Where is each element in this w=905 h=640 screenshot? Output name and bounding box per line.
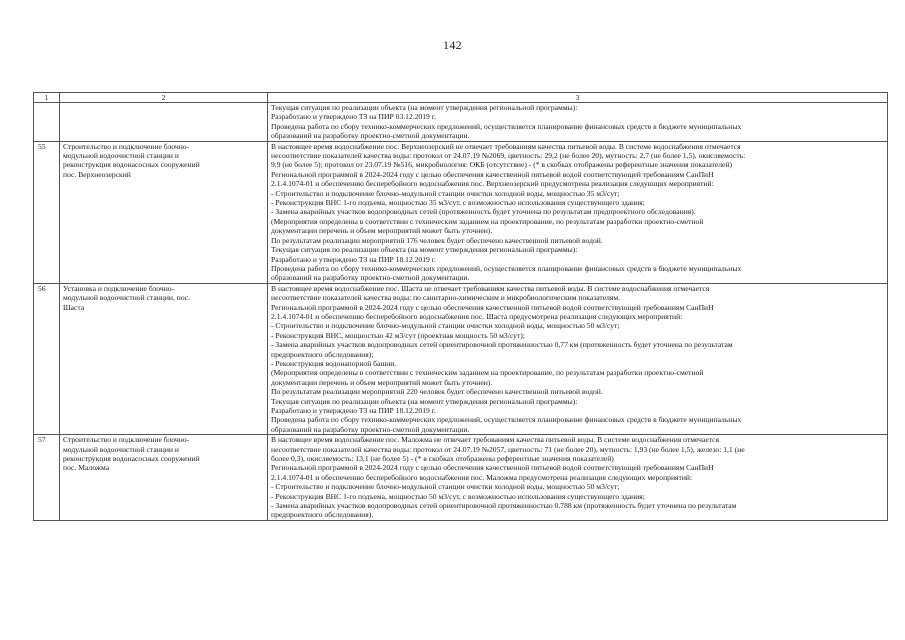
object-name-line: модульной водоочистной станции и [63, 444, 179, 454]
row-number: 57 [34, 435, 60, 521]
description-line: - Реконструкция ВНС 1-го подъема, мощностью 35 м3/сут, с возможностью использования существующего здания; [271, 198, 645, 208]
description-line: Разработано и утверждено ТЗ на ПИР 18.12.2019 г. [271, 406, 436, 415]
header-col-1: 1 [34, 93, 60, 103]
description-line: Региональной программой в 2024-2024 году с целью обеспечения качественной питьевой водой соответствующей требованиям СанПиН [271, 463, 714, 473]
description-line: предпроектного обследования); [271, 349, 374, 359]
object-name-line: Установка и подключение блочно- [63, 283, 175, 293]
description-line: - Реконструкция водонапорной башни. [271, 358, 397, 368]
object-name-line: реконструкция водонасосных сооружений [63, 160, 200, 170]
description-line: образований на разработку проектно-сметной документации. [271, 424, 470, 434]
description-line: Разработано и утверждено ТЗ на ПИР 03.12.2019 г. [271, 112, 436, 122]
description-line: несоответствие показателей качества воды: протокол от 24.07.19 №2069, цветность: 29,2 (не более 20), мутность: 2,7 (не более 1,5), окисляемость: [271, 151, 746, 161]
description-line: В настоящее время водоснабжение пос. Маложма не отвечает требованиям качества питьевой воды. В системе водоснабжения отмечается [271, 435, 720, 445]
object-name-line: Строительство и подключение блочно- [63, 435, 190, 445]
description-line: Текущая ситуация по реализации объекта (на момент утверждения региональной программы): [271, 103, 578, 112]
object-name-line: модульной водоочистной станции, пос. [63, 293, 191, 303]
measures-table [33, 92, 888, 521]
description-cell [268, 141, 888, 283]
description-line: По результатам реализации мероприятий 220 человек будет обеспечено качественной питьевой водой. [271, 387, 603, 397]
description-line: - Строительство и подключение блочно-модульной станции очистки холодной воды, мощностью 50 м3/сут; [271, 321, 620, 331]
description-line: 9,9 (не более 5); протокол от 23.07.19 №516, микробиология: ОКБ (отсутствие) - (* в скобках отображены референтные значения показателей) [271, 160, 732, 170]
description-line: Проведена работа по сбору технико-коммерческих предложений, осуществляется планирование финансовых средств в бюджете муниципальных [271, 263, 742, 273]
table-row [34, 103, 888, 142]
description-line: Региональной программой в 2024-2024 году с целью обеспечения качественной питьевой водой соответствующей требованиям СанПиН [271, 169, 714, 179]
description-line: Проведена работа по сбору технико-коммерческих предложений, осуществляется планирование финансовых средств в бюджете муниципальных [271, 415, 742, 425]
table-row [34, 435, 888, 521]
object-name-cell [60, 103, 268, 142]
table-header-row [34, 93, 888, 103]
description-line: 2.1.4.1074-01 и обеспечению бесперебойного водоснабжения пос. Маложма предусмотрена реализация следующих мероприятий: [271, 472, 693, 482]
object-name-line: Строительство и подключение блочно- [63, 141, 190, 151]
object-name-line: Шаста [63, 302, 85, 312]
description-line: - Реконструкция ВНС, мощностью 42 м3/сут (проектная мощность 50 м3/сут); [271, 330, 525, 340]
header-col-3: 3 [268, 93, 888, 103]
description-line: документации перечень и объем мероприятий может быть уточнен). [271, 377, 493, 387]
row-number: 55 [34, 141, 60, 283]
description-line: образований на разработку проектно-сметной документации. [271, 273, 470, 283]
description-cell [268, 283, 888, 435]
table-body [34, 93, 888, 521]
description-line: - Реконструкция ВНС 1-го подъема, мощностью 50 м3/сут, с возможностью использования существующего здания; [271, 491, 645, 501]
description-line: В настоящее время водоснабжение пос. Шаста не отвечает требованиям качества питьевой воды. В системе водоснабжения отмечается [271, 283, 710, 293]
description-line: образований на разработку проектно-сметной документации. [271, 131, 470, 141]
object-name-line: модульной водоочистной станции и [63, 151, 179, 161]
description-line: - Замена аварийных участков водопроводных сетей ориентировочной протяженностью 0.788 км (протяженность будет уточнена по результатам [271, 501, 737, 511]
description-line: документации перечень и объем мероприятий может быть уточнен). [271, 226, 493, 236]
object-name-line: пос. Верхнеозерский [63, 169, 131, 179]
description-line: (Мероприятия определены в соответствии с техническим заданием на проектирование, по результатам разработки проектно-сметной [271, 216, 704, 226]
description-cell [268, 103, 888, 142]
row-number [34, 103, 60, 142]
description-line: 2.1.4.1074-01 и обеспечению бесперебойного водоснабжения пос. Верхнеозерский предусмотрена реализация следующих мероприятий: [271, 179, 714, 189]
description-line: более 0,3), окисляемость: 13,1 (не более 5) - (* в скобках отображены референтные значения показателей) [271, 454, 614, 464]
description-line: Региональной программой в 2024-2024 году с целью обеспечения качественной питьевой водой соответствующей требованиям СанПиН [271, 302, 714, 312]
description-line: предпроектного обследования). [271, 510, 374, 520]
description-line: несоответствие показателей качества воды: протокол от 24.07.19 №2057, цветность: 71 (не более 20), мутность: 1,93 (не более 1,5), железо: 1,1 (не [271, 444, 745, 454]
description-line: Текущая ситуация по реализации объекта (на момент утверждения региональной программы): [271, 396, 578, 406]
description-line: По результатам реализации мероприятий 176 человек будет обеспечено качественной питьевой водой. [271, 235, 603, 245]
description-cell [268, 435, 888, 521]
object-name-cell [60, 435, 268, 521]
description-line: Разработано и утверждено ТЗ на ПИР 18.12.2019 г. [271, 254, 436, 264]
description-line: (Мероприятия определены в соответствии с техническим заданием на проектирование, по результатам разработки проектно-сметной [271, 368, 704, 378]
table-row [34, 141, 888, 283]
description-line: - Строительство и подключение блочно-модульной станции очистки холодной воды, мощностью 50 м3/сут; [271, 482, 620, 492]
description-line: Текущая ситуация по реализации объекта (на момент утверждения региональной программы): [271, 245, 578, 255]
description-line: несоответствие показателей качества воды: по санитарно-химическим и микробиологическим показателям. [271, 293, 621, 303]
object-name-line: реконструкция водонасосных сооружений [63, 454, 200, 464]
header-col-2: 2 [60, 93, 268, 103]
object-name-cell [60, 283, 268, 435]
description-line: - Строительство и подключение блочно-модульной станции очистки холодной воды, мощностью 35 м3/сут; [271, 188, 620, 198]
object-name-line: пос. Маложма [63, 463, 110, 473]
object-name-cell [60, 141, 268, 283]
table-row [34, 283, 888, 435]
description-line: Проведена работа по сбору технико-коммерческих предложений, осуществляется планирование финансовых средств в бюджете муниципальных [271, 121, 742, 131]
description-line: - Замена аварийных участков водопроводных сетей ориентировочной протяженностью 0,77 км (протяженность будет уточнена по результатам [271, 340, 733, 350]
row-number: 56 [34, 283, 60, 435]
description-line: - Замена аварийных участков водопроводных сетей (протяженность будет уточнена по результатам предпроектного обследования). [271, 207, 696, 217]
page-number: 142 [443, 38, 462, 52]
description-line: 2.1.4.1074-01 и обеспечению бесперебойного водоснабжения пос. Шаста предусмотрена реализация следующих мероприятий: [271, 311, 683, 321]
description-line: В настоящее время водоснабжение пос. Верхнеозерский не отвечает требованиям качества питьевой воды. В системе водоснабжения отмечается [271, 141, 741, 151]
